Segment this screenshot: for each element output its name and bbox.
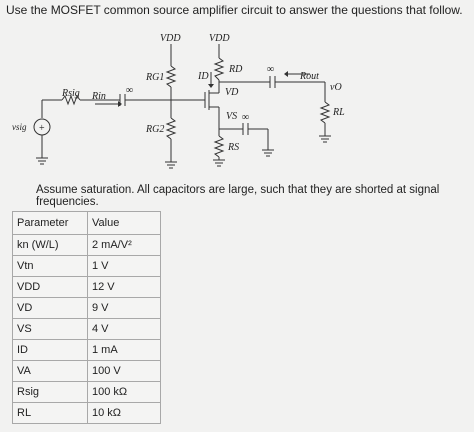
table-row (13, 319, 161, 340)
header-parameter: Parameter (13, 212, 88, 235)
value-cell: 10 kΩ (88, 403, 161, 424)
param-cell: ID (13, 340, 88, 361)
assumption-text: Assume saturation. All capacitors are large, such that they are shorted at signal frequencies. (36, 184, 440, 208)
rg2-label: RG2 (146, 124, 165, 135)
question-text: Use the MOSFET common source amplifier circuit to answer the questions that follow. (6, 3, 463, 17)
table-row (13, 235, 161, 256)
rin-label: Rin (92, 91, 106, 102)
param-cell: VD (13, 298, 88, 319)
table-row (13, 277, 161, 298)
param-cell: kn (W/L) (13, 235, 88, 256)
inf-in-label: ∞ (126, 85, 134, 96)
value-cell: 1 mA (88, 340, 161, 361)
value-cell: 2 mA/V² (88, 235, 161, 256)
vsig-label: vsig (12, 122, 27, 132)
table-row (13, 382, 161, 403)
id-label: ID (198, 71, 209, 82)
value-cell: 12 V (88, 277, 161, 298)
vo-label: vO (330, 82, 342, 93)
table-row (13, 403, 161, 424)
inf-source-label: ∞ (242, 112, 250, 123)
table-row (13, 256, 161, 277)
table-row (13, 298, 161, 319)
inf-out-label: ∞ (267, 64, 275, 75)
vdd-left-label: VDD (160, 33, 181, 44)
value-cell: 1 V (88, 256, 161, 277)
svg-text:+: + (39, 123, 45, 134)
value-cell: 4 V (88, 319, 161, 340)
table-row (13, 361, 161, 382)
table-row (13, 340, 161, 361)
vs-label: VS (226, 111, 238, 122)
table-header-row (13, 212, 161, 235)
param-cell: VS (13, 319, 88, 340)
vd-label: VD (225, 87, 239, 98)
parameter-table (12, 211, 161, 424)
param-cell: Vtn (13, 256, 88, 277)
vdd-right-label: VDD (209, 33, 230, 44)
param-cell: VDD (13, 277, 88, 298)
rout-label: Rout (300, 71, 319, 82)
param-cell: RL (13, 403, 88, 424)
rsig-label: Rsig (62, 88, 80, 99)
value-cell: 100 V (88, 361, 161, 382)
rs-label: RS (228, 142, 240, 153)
value-cell: 100 kΩ (88, 382, 161, 403)
header-value: Value (88, 212, 161, 235)
rl-label: RL (333, 107, 345, 118)
param-cell: VA (13, 361, 88, 382)
circuit-diagram (0, 0, 474, 180)
param-cell: Rsig (13, 382, 88, 403)
rg1-label: RG1 (146, 72, 165, 83)
rd-label: RD (229, 64, 243, 75)
value-cell: 9 V (88, 298, 161, 319)
